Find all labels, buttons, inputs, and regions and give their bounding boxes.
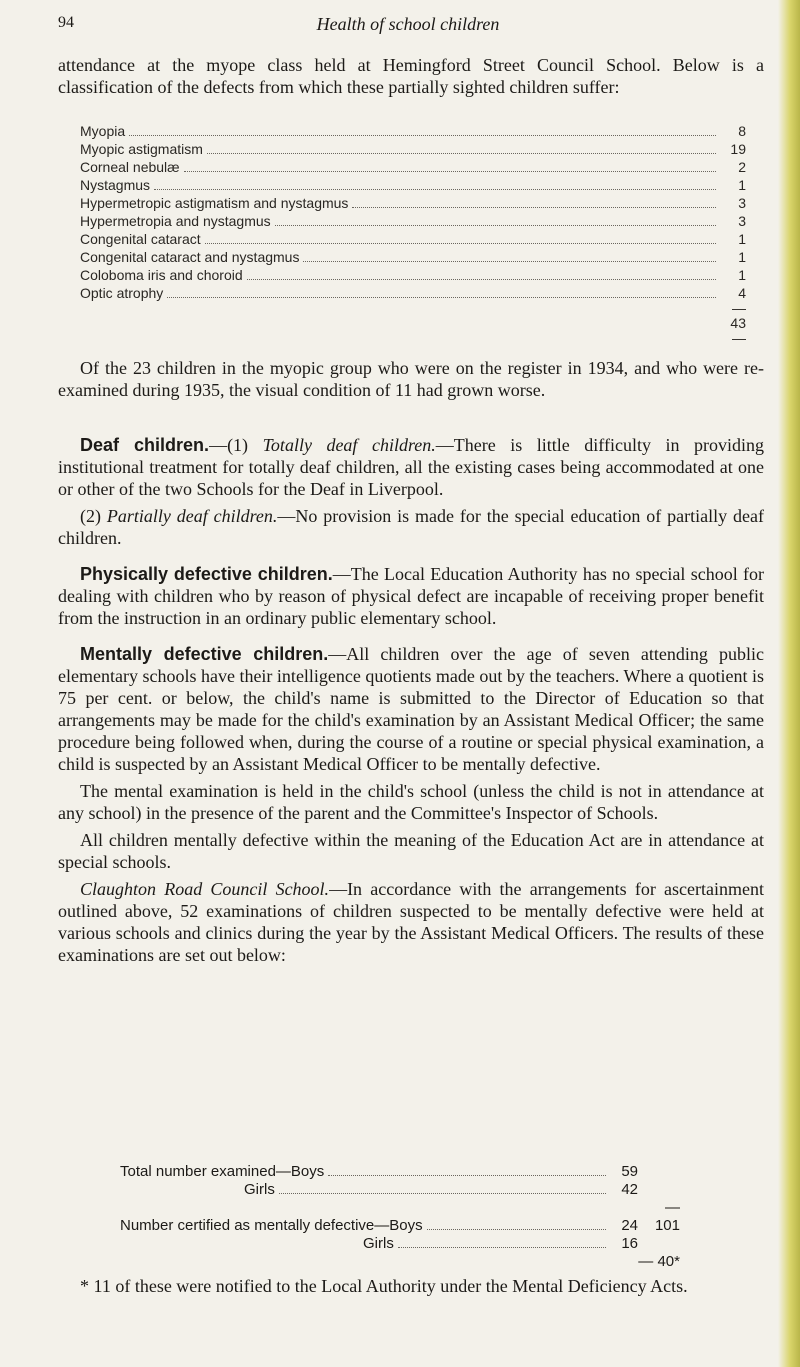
mental-text: —All children over the age of seven attending public elementary schools have their intelligence quotients made out by the teachers. Where a quotient is 75 per cent. or below, the child's name is submitted to the Director of Education so that arrangements may be made for the child's examination by an Assistant Medical Officer; the same procedure being followed when, during the course of a routine or special physical examination, a child is suspected by an Assistant Medical Officer to be mentally defective. (58, 644, 764, 774)
dot-leader (352, 207, 716, 208)
examined-girls-row (120, 1181, 680, 1199)
defect-label: Congenital cataract (80, 231, 201, 247)
running-header (58, 14, 758, 40)
defect-row (80, 248, 746, 266)
defect-label: Optic atrophy (80, 285, 164, 301)
certified-total: — 40* (638, 1253, 680, 1270)
examined-girls-value: 42 (621, 1181, 638, 1198)
deaf-sub1-title: Totally deaf children. (262, 435, 436, 455)
defect-label: Myopic astigmatism (80, 141, 203, 157)
certified-boys-row (120, 1217, 680, 1235)
defect-label: Congenital cataract and nystagmus (80, 249, 300, 265)
deaf-sub2-paragraph (58, 505, 764, 549)
defect-row (80, 266, 746, 284)
defect-classification-list (80, 122, 746, 344)
certified-girls-value: 16 (621, 1235, 638, 1252)
dot-leader (279, 1193, 606, 1194)
defect-row (80, 212, 746, 230)
mental-paragraph (58, 643, 764, 775)
dot-leader (129, 135, 716, 136)
examined-total-value: 101 (654, 1217, 680, 1234)
physical-heading: Physically defective children. (80, 564, 333, 584)
dot-leader (303, 261, 716, 262)
examined-boys-row (120, 1163, 680, 1181)
page-number: 94 (58, 14, 74, 31)
deaf-paragraph (58, 434, 764, 500)
certified-girls-label: Girls (363, 1235, 394, 1252)
defect-count: 3 (738, 195, 746, 211)
deaf-sub2-title: Partially deaf children. (106, 506, 278, 526)
deaf-sub1-number: —(1) (209, 435, 263, 455)
mental-heading: Mentally defective children. (80, 644, 329, 664)
defects-total: 43 (730, 315, 746, 331)
intro-paragraph (58, 54, 764, 98)
dot-leader (207, 153, 716, 154)
dot-leader (328, 1175, 606, 1176)
defect-label: Nystagmus (80, 177, 151, 193)
defect-count: 1 (738, 231, 746, 247)
defect-count: 19 (730, 141, 746, 157)
dot-leader (154, 189, 716, 190)
defect-count: 1 (738, 177, 746, 193)
dot-leader (427, 1229, 606, 1230)
examined-total: — 101 (654, 1199, 680, 1234)
running-title: Health of school children (316, 14, 500, 34)
defect-label: Hypermetropic astigmatism and nystagmus (80, 195, 349, 211)
defect-row (80, 230, 746, 248)
defect-label: Myopia (80, 123, 126, 139)
dot-leader (205, 243, 716, 244)
sum-rule: — (732, 300, 746, 316)
mental-paragraph-2: The mental examination is held in the child's school (unless the child is not in attendance at any school) in the presence of the parent and the Committee's Inspector of Schools. (58, 781, 764, 823)
footnote (58, 1275, 764, 1297)
physical-paragraph (58, 563, 764, 629)
claughton-text: —In accordance with the arrangements for ascertainment outlined above, 52 examinations of children suspected to be mentally defective were held at various schools and clinics during the year by the Assistant Medical Officers. The results of these examinations are set out below: (58, 879, 764, 965)
certified-girls-row (120, 1235, 680, 1253)
defect-label: Corneal nebulæ (80, 159, 180, 175)
physical-text: —The Local Education Authority has no special school for dealing with children who by reason of physical defect are incapable of receiving proper benefit from the instruction in an ordinary public elementary school. (58, 564, 764, 628)
deaf-sub2-number: (2) (80, 506, 107, 526)
footnote-text: * 11 of these were notified to the Local Authority under the Mental Deficiency Acts. (80, 1276, 688, 1296)
defect-label: Hypermetropia and nystagmus (80, 213, 271, 229)
deaf-sub2-text: —No provision is made for the special education of partially deaf children. (58, 506, 764, 548)
defect-count: 2 (738, 159, 746, 175)
myopic-paragraph (58, 357, 764, 401)
defect-row (80, 176, 746, 194)
examined-boys-value: 59 (621, 1163, 638, 1180)
sum-rule-bottom: — (732, 330, 746, 346)
myopic-text: Of the 23 children in the myopic group who were on the register in 1934, and who were re-examined during 1935, the visual condition of 11 had grown worse. (58, 358, 764, 400)
defect-count: 1 (738, 267, 746, 283)
defect-count: 8 (738, 123, 746, 139)
claughton-paragraph (58, 878, 764, 966)
dot-leader (275, 225, 716, 226)
certified-boys-label: Number certified as mentally defective—Boys (120, 1217, 423, 1234)
defect-count: 3 (738, 213, 746, 229)
dot-leader (167, 297, 716, 298)
defect-row (80, 122, 746, 140)
claughton-title: Claughton Road Council School. (80, 879, 330, 899)
certified-total-row (120, 1253, 680, 1271)
defect-count: 1 (738, 249, 746, 265)
body-sections (58, 434, 764, 966)
deaf-heading: Deaf children. (80, 435, 210, 455)
defect-row (80, 140, 746, 158)
dot-leader (398, 1247, 606, 1248)
intro-text: attendance at the myope class held at Hemingford Street Council School. Below is a classification of the defects from which these partially sighted children suffer: (58, 55, 764, 97)
defect-row (80, 194, 746, 212)
defect-label: Coloboma iris and choroid (80, 267, 243, 283)
defect-count: 4 (738, 285, 746, 301)
page-edge-discoloration (778, 0, 800, 1367)
defect-row (80, 158, 746, 176)
examination-results-table (120, 1163, 680, 1271)
dot-leader (247, 279, 716, 280)
certified-boys-value: 24 (621, 1217, 638, 1234)
defect-row (80, 284, 746, 302)
dot-leader (184, 171, 716, 172)
examined-boys-label: Total number examined—Boys (120, 1163, 325, 1180)
examined-girls-label: Girls (244, 1181, 275, 1198)
deaf-sub1-text: —There is little difficulty in providing institutional treatment for totally deaf children, all the existing cases being accommodated at one or other of the two Schools for the Deaf in Liverpool. (58, 435, 764, 499)
certified-total-value: 40* (657, 1253, 680, 1270)
mental-paragraph-3: All children mentally defective within the meaning of the Education Act are in attendance at special schools. (58, 830, 764, 872)
